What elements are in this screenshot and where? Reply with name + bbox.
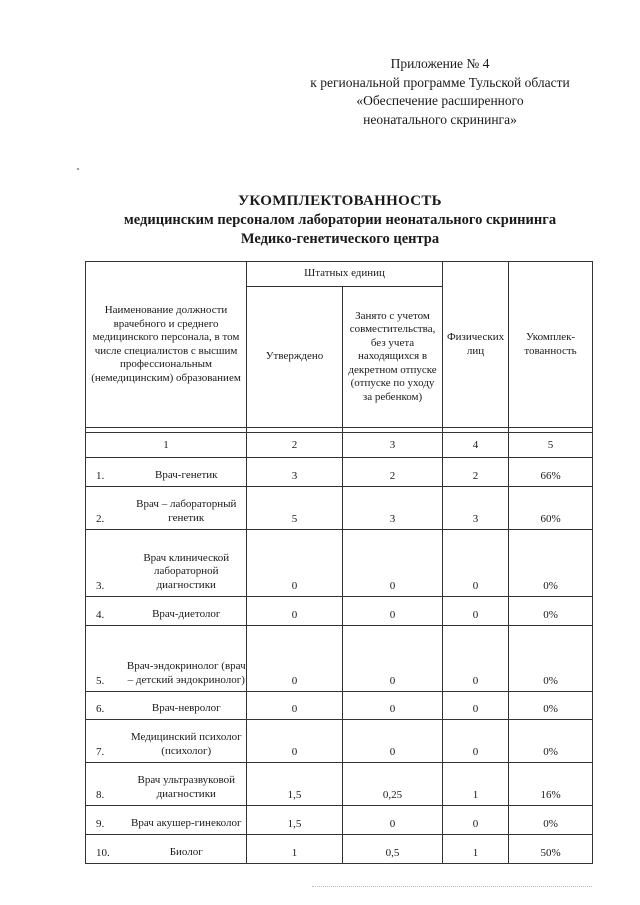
position-name: Врач ультразвуковой диагностики — [127, 763, 247, 806]
table-row — [86, 806, 593, 835]
physical-value: 2 — [443, 458, 509, 487]
position-name: Медицинский психолог (психолог) — [127, 720, 247, 763]
staffing-value: 66% — [509, 458, 593, 487]
header-staff-units: Штатных единиц — [247, 262, 443, 287]
table-body — [86, 458, 593, 864]
occupied-value: 2 — [343, 458, 443, 487]
scan-speck — [77, 168, 79, 170]
table-row — [86, 597, 593, 626]
appendix-line-1: Приложение № 4 — [390, 56, 490, 71]
physical-value: 0 — [443, 692, 509, 720]
staffing-value: 0% — [509, 720, 593, 763]
physical-value: 0 — [443, 806, 509, 835]
header-physical: Физических лиц — [443, 262, 509, 428]
appendix-header — [250, 55, 630, 129]
table-row — [86, 692, 593, 720]
occupied-value: 0,5 — [343, 835, 443, 864]
table-row — [86, 487, 593, 530]
staffing-value: 60% — [509, 487, 593, 530]
approved-value: 1,5 — [247, 763, 343, 806]
header-occupied: Занято с учетом совместительства, без учета находящихся в декретном отпуске (отпуске по уходу за ребенком) — [343, 287, 443, 428]
occupied-value: 0 — [343, 692, 443, 720]
appendix-line-2: к региональной программе Тульской области — [310, 74, 570, 90]
approved-value: 0 — [247, 626, 343, 692]
physical-value: 0 — [443, 626, 509, 692]
position-name: Врач-диетолог — [127, 597, 247, 626]
column-number: 4 — [443, 433, 509, 458]
table-row — [86, 626, 593, 692]
physical-value: 0 — [443, 597, 509, 626]
occupied-value: 0 — [343, 597, 443, 626]
staffing-value: 50% — [509, 835, 593, 864]
header-staffing: Укомплек-тованность — [509, 262, 593, 428]
position-name: Врач – лабораторный генетик — [127, 487, 247, 530]
staffing-value: 0% — [509, 530, 593, 597]
staffing-value: 0% — [509, 806, 593, 835]
approved-value: 5 — [247, 487, 343, 530]
position-name: Врач-генетик — [127, 458, 247, 487]
position-name: Врач клинической лабораторной диагностики — [127, 530, 247, 597]
approved-value: 0 — [247, 720, 343, 763]
occupied-value: 0 — [343, 720, 443, 763]
row-number: 4. — [86, 597, 127, 626]
title-main: УКОМПЛЕКТОВАННОСТЬ — [238, 193, 442, 209]
occupied-value: 0 — [343, 806, 443, 835]
header-approved: Утверждено — [247, 287, 343, 428]
row-number: 9. — [86, 806, 127, 835]
header-row-1 — [86, 262, 593, 287]
column-number-row — [86, 433, 593, 458]
occupied-value: 0 — [343, 530, 443, 597]
occupied-value: 0 — [343, 626, 443, 692]
position-name: Биолог — [127, 835, 247, 864]
physical-value: 1 — [443, 763, 509, 806]
column-number: 2 — [247, 433, 343, 458]
scan-artifact-line — [312, 886, 592, 888]
column-number: 1 — [86, 433, 247, 458]
staffing-value: 0% — [509, 597, 593, 626]
staffing-value: 16% — [509, 763, 593, 806]
occupied-value: 0,25 — [343, 763, 443, 806]
occupied-value: 3 — [343, 487, 443, 530]
physical-value: 0 — [443, 530, 509, 597]
position-name: Врач-эндокринолог (врач – детский эндокринолог) — [127, 626, 247, 692]
physical-value: 1 — [443, 835, 509, 864]
physical-value: 3 — [443, 487, 509, 530]
table-row — [86, 763, 593, 806]
table-row — [86, 458, 593, 487]
table-row — [86, 720, 593, 763]
approved-value: 0 — [247, 597, 343, 626]
row-number: 1. — [86, 458, 127, 487]
approved-value: 0 — [247, 530, 343, 597]
approved-value: 1 — [247, 835, 343, 864]
row-number: 6. — [86, 692, 127, 720]
row-number: 8. — [86, 763, 127, 806]
row-number: 5. — [86, 626, 127, 692]
appendix-line-4: неонатального скрининга» — [363, 111, 517, 127]
physical-value: 0 — [443, 720, 509, 763]
column-number: 3 — [343, 433, 443, 458]
approved-value: 0 — [247, 692, 343, 720]
table-row — [86, 835, 593, 864]
approved-value: 1,5 — [247, 806, 343, 835]
appendix-line-3: «Обеспечение расширенного — [356, 93, 524, 108]
staffing-table — [85, 261, 593, 864]
column-number: 5 — [509, 433, 593, 458]
row-number: 10. — [86, 835, 127, 864]
position-name: Врач акушер-гинеколог — [127, 806, 247, 835]
row-number: 7. — [86, 720, 127, 763]
staffing-value: 0% — [509, 626, 593, 692]
document-title — [60, 192, 620, 249]
title-center-name: Медико-генетического центра — [240, 231, 440, 247]
title-subtitle: медицинским персоналом лаборатории неонатального скрининга — [123, 212, 557, 228]
header-position: Наименование должности врачебного и среднего медицинского персонала, в том числе специалистов с высшим профессиональным (немедицинским) образованием — [86, 262, 247, 428]
row-number: 2. — [86, 487, 127, 530]
row-number: 3. — [86, 530, 127, 597]
position-name: Врач-невролог — [127, 692, 247, 720]
table-row — [86, 530, 593, 597]
staffing-value: 0% — [509, 692, 593, 720]
approved-value: 3 — [247, 458, 343, 487]
